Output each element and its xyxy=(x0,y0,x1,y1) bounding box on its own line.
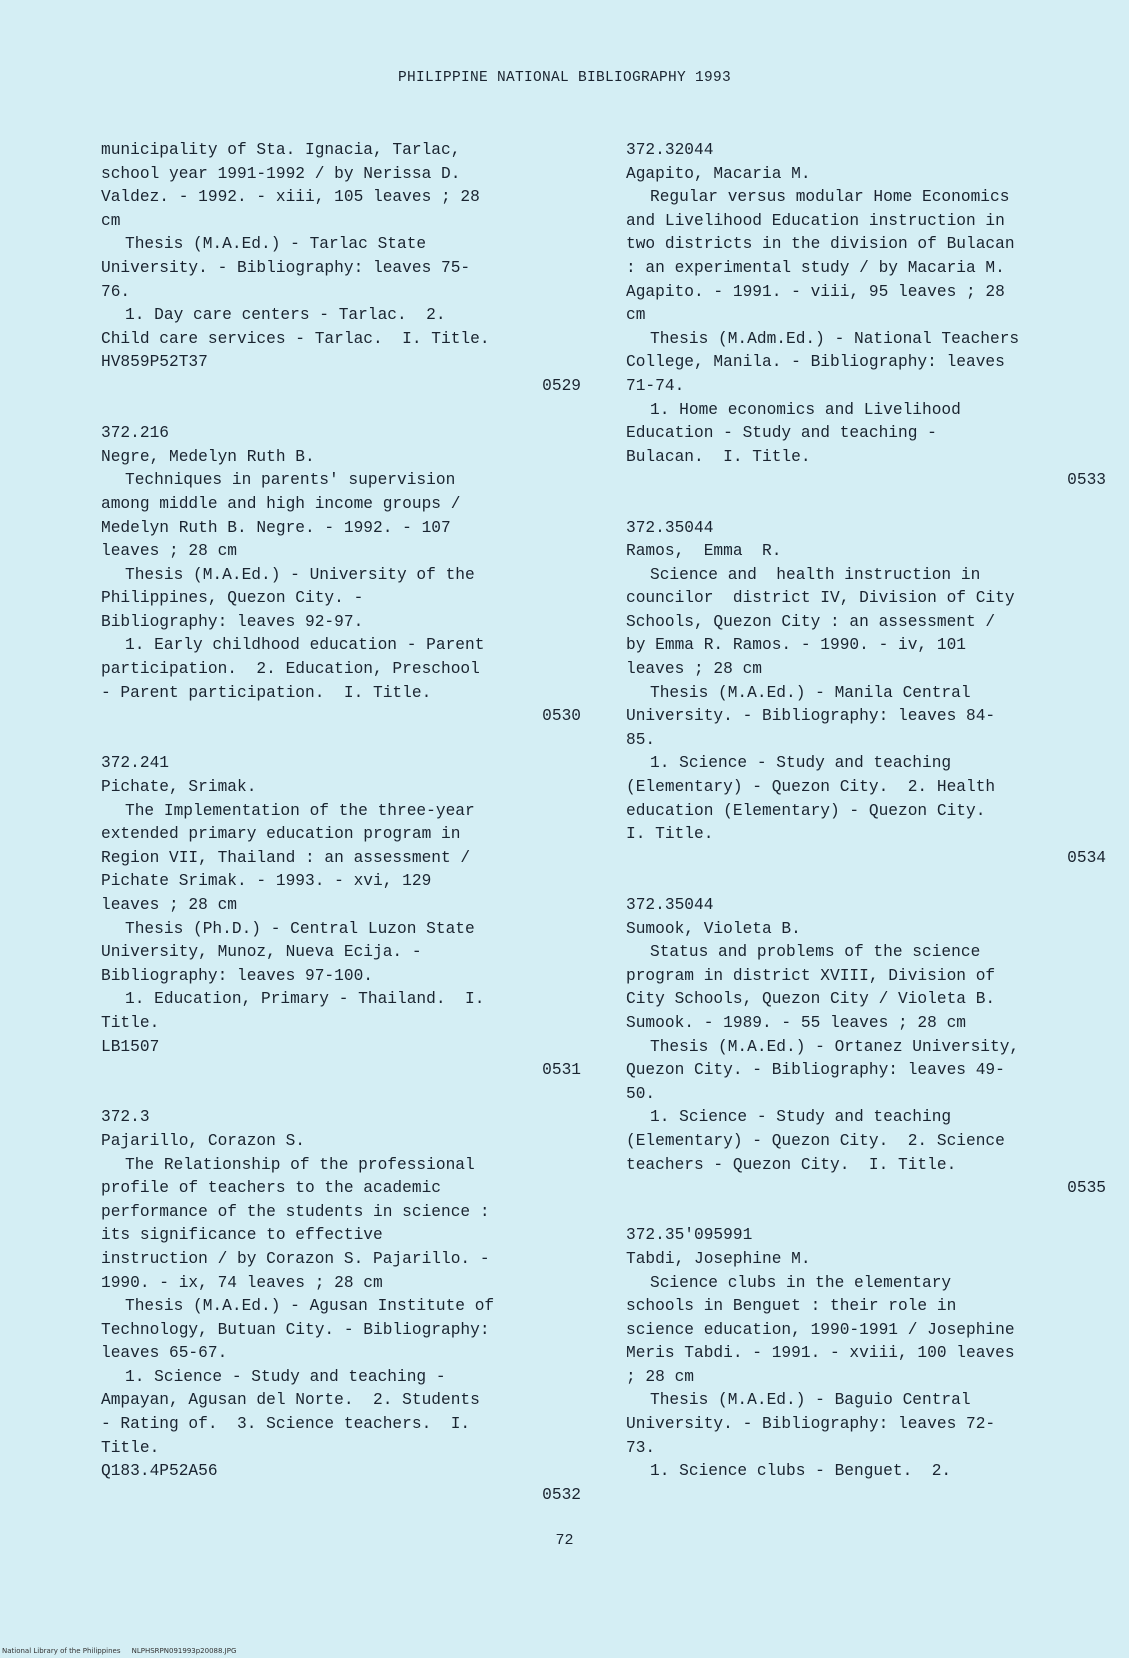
left-column-line: Pajarillo, Corazon S. xyxy=(101,1131,305,1150)
right-column-line: University. - Bibliography: leaves 72- xyxy=(626,1415,996,1434)
right-column-line: Tabdi, Josephine M. xyxy=(626,1249,811,1268)
right-column-line: 1. Science - Study and teaching xyxy=(650,754,952,773)
right-column-line: 372.35'095991 xyxy=(626,1226,753,1245)
right-column-line: Agapito, Macaria M. xyxy=(626,164,811,183)
right-column-line: Thesis (M.A.Ed.) - Manila Central xyxy=(650,683,971,702)
left-column-line: - Rating of. 3. Science teachers. I. xyxy=(101,1415,471,1434)
right-column-line: education (Elementary) - Quezon City. xyxy=(626,801,986,820)
page-title: PHILIPPINE NATIONAL BIBLIOGRAPHY 1993 xyxy=(397,70,732,86)
entry-number: 0530 xyxy=(542,707,581,726)
left-column-line: Region VII, Thailand : an assessment / xyxy=(101,848,471,867)
left-column-line: instruction / by Corazon S. Pajarillo. - xyxy=(101,1249,490,1268)
left-column-line: 1990. - ix, 74 leaves ; 28 cm xyxy=(101,1273,383,1292)
right-column-line: 1. Home economics and Livelihood xyxy=(650,400,961,419)
left-column-line: LB1507 xyxy=(101,1037,160,1056)
right-column-line: 372.35044 xyxy=(626,896,714,914)
left-column-line: Philippines, Quezon City. - xyxy=(101,589,364,608)
right-column-line: schools in Benguet : their role in xyxy=(626,1297,957,1316)
left-column-line: Q183.4P52A56 xyxy=(101,1462,218,1481)
right-column-line: 372.35044 xyxy=(626,518,714,537)
right-column-line: Bulacan. I. Title. xyxy=(626,447,811,466)
right-column-line: Science and health instruction in xyxy=(650,565,981,584)
right-column xyxy=(626,139,1106,1484)
left-column-line: participation. 2. Education, Preschool xyxy=(101,660,480,679)
right-column-line: Meris Tabdi. - 1991. - xviii, 100 leaves xyxy=(626,1344,1015,1363)
left-column-line: University, Munoz, Nueva Ecija. - xyxy=(101,943,422,962)
left-column-line: 372.216 xyxy=(101,424,169,443)
left-column-line: Ampayan, Agusan del Norte. 2. Students xyxy=(101,1391,480,1410)
entry-number: 0531 xyxy=(542,1061,581,1080)
right-column-line: ; 28 cm xyxy=(626,1367,694,1386)
right-column-line: Status and problems of the science xyxy=(650,943,981,962)
right-column-line: University. - Bibliography: leaves 84- xyxy=(626,707,996,726)
left-column-line: its significance to effective xyxy=(101,1226,383,1245)
right-column-line: 1. Science - Study and teaching xyxy=(650,1108,952,1127)
left-column-line: Techniques in parents' supervision xyxy=(125,471,456,490)
right-column-line: leaves ; 28 cm xyxy=(626,660,762,679)
page-number: 72 xyxy=(555,1532,574,1549)
entry-number: 0535 xyxy=(1067,1179,1106,1198)
left-column-line: performance of the students in science : xyxy=(101,1202,490,1221)
left-column-line: Bibliography: leaves 97-100. xyxy=(101,966,373,985)
right-column-line: teachers - Quezon City. I. Title. xyxy=(626,1155,957,1174)
entry-spacer xyxy=(101,1083,581,1107)
right-column-line: 50. xyxy=(626,1084,656,1103)
right-column-line: cm xyxy=(626,306,646,325)
left-column-line: 1. Early childhood education - Parent xyxy=(125,636,485,655)
right-column-line: College, Manila. - Bibliography: leaves xyxy=(626,353,1005,372)
right-column-line: : an experimental study / by Macaria M. xyxy=(626,258,1005,277)
left-column-line: Thesis (M.A.Ed.) - Tarlac State xyxy=(125,235,427,254)
right-column-line: program in district XVIII, Division of xyxy=(626,966,996,985)
left-column-line: Thesis (Ph.D.) - Central Luzon State xyxy=(125,919,475,938)
left-column-line: 1. Education, Primary - Thailand. I. xyxy=(125,990,485,1009)
left-column-line: Medelyn Ruth B. Negre. - 1992. - 107 xyxy=(101,518,451,537)
left-column-line: Pichate Srimak. - 1993. - xvi, 129 xyxy=(101,872,432,891)
entry-spacer xyxy=(626,493,1106,517)
right-column-line: Regular versus modular Home Economics xyxy=(650,188,1010,207)
right-column-line: Sumook. - 1989. - 55 leaves ; 28 cm xyxy=(626,1013,966,1032)
left-column xyxy=(101,139,581,1507)
scan-footer: National Library of the Philippines NLPHSRPN091993p20088.JPG xyxy=(2,1647,237,1655)
right-column-line: 73. xyxy=(626,1438,656,1457)
left-column-line: Thesis (M.A.Ed.) - Agusan Institute of xyxy=(125,1297,495,1316)
left-column-line: 372.3 xyxy=(101,1108,150,1127)
right-column-line: science education, 1990-1991 / Josephine xyxy=(626,1320,1015,1339)
left-column-line: - Parent participation. I. Title. xyxy=(101,683,432,702)
left-column-line: Title. xyxy=(101,1438,160,1457)
left-column-line: Bibliography: leaves 92-97. xyxy=(101,612,364,631)
entry-number: 0532 xyxy=(542,1485,581,1504)
entry-number: 0534 xyxy=(1067,848,1106,867)
right-column-line: Thesis (M.A.Ed.) - Baguio Central xyxy=(650,1391,971,1410)
left-column-line: Title. xyxy=(101,1013,160,1032)
right-column-line: Quezon City. - Bibliography: leaves 49- xyxy=(626,1061,1005,1080)
right-column-line: and Livelihood Education instruction in xyxy=(626,211,1005,230)
left-column-line: profile of teachers to the academic xyxy=(101,1179,441,1198)
right-column-line: Thesis (M.Adm.Ed.) - National Teachers xyxy=(650,329,1020,348)
right-column-line: 1. Science clubs - Benguet. 2. xyxy=(650,1462,952,1481)
right-column-line: Schools, Quezon City : an assessment / xyxy=(626,612,996,631)
right-column-line: Sumook, Violeta B. xyxy=(626,919,801,938)
right-column-line: two districts in the division of Bulacan xyxy=(626,235,1015,254)
entry-spacer xyxy=(626,870,1106,894)
right-column-line: councilor district IV, Division of City xyxy=(626,589,1015,608)
left-column-line: among middle and high income groups / xyxy=(101,494,461,513)
right-column-line: Education - Study and teaching - xyxy=(626,424,937,443)
left-column-line: The Relationship of the professional xyxy=(125,1155,475,1174)
left-column-line: school year 1991-1992 / by Nerissa D. xyxy=(101,164,461,183)
left-column-line: 372.241 xyxy=(101,754,169,773)
left-column-line: 1. Day care centers - Tarlac. 2. xyxy=(125,306,446,325)
right-column-line: 71-74. xyxy=(626,376,685,395)
left-column-line: Technology, Butuan City. - Bibliography: xyxy=(101,1320,490,1339)
right-column-line: Agapito. - 1991. - viii, 95 leaves ; 28 xyxy=(626,282,1005,301)
left-column-line: cm xyxy=(101,211,121,230)
left-column-line: Thesis (M.A.Ed.) - University of the xyxy=(125,565,475,584)
entry-number: 0529 xyxy=(542,376,581,395)
left-column-line: municipality of Sta. Ignacia, Tarlac, xyxy=(101,141,461,159)
left-column-line: Negre, Medelyn Ruth B. xyxy=(101,447,315,466)
right-column-line: 372.32044 xyxy=(626,141,714,159)
left-column-line: 76. xyxy=(101,282,131,301)
right-column-line: (Elementary) - Quezon City. 2. Health xyxy=(626,778,996,797)
entry-spacer xyxy=(101,729,581,753)
right-column-line: 85. xyxy=(626,730,656,749)
left-column-line: leaves 65-67. xyxy=(101,1344,228,1363)
left-column-line: leaves ; 28 cm xyxy=(101,542,237,561)
entry-number: 0533 xyxy=(1067,471,1106,490)
left-column-line: Child care services - Tarlac. I. Title. xyxy=(101,329,490,348)
left-column-line: The Implementation of the three-year xyxy=(125,801,475,820)
left-column-line: 1. Science - Study and teaching - xyxy=(125,1367,446,1386)
left-column-line: Pichate, Srimak. xyxy=(101,778,257,797)
entry-spacer xyxy=(626,1201,1106,1225)
left-column-line: University. - Bibliography: leaves 75- xyxy=(101,258,471,277)
right-column-line: (Elementary) - Quezon City. 2. Science xyxy=(626,1131,1005,1150)
right-column-line: City Schools, Quezon City / Violeta B. xyxy=(626,990,996,1009)
right-column-line: Science clubs in the elementary xyxy=(650,1273,952,1292)
left-column-line: leaves ; 28 cm xyxy=(101,896,237,914)
right-column-line: Ramos, Emma R. xyxy=(626,542,782,561)
right-column-line: by Emma R. Ramos. - 1990. - iv, 101 xyxy=(626,636,966,655)
right-column-line: Thesis (M.A.Ed.) - Ortanez University, xyxy=(650,1037,1020,1056)
right-column-line: I. Title. xyxy=(626,825,714,844)
left-column-line: Valdez. - 1992. - xiii, 105 leaves ; 28 xyxy=(101,188,480,207)
left-column-line: HV859P52T37 xyxy=(101,353,208,372)
left-column-line: extended primary education program in xyxy=(101,825,461,844)
entry-spacer xyxy=(101,399,581,423)
